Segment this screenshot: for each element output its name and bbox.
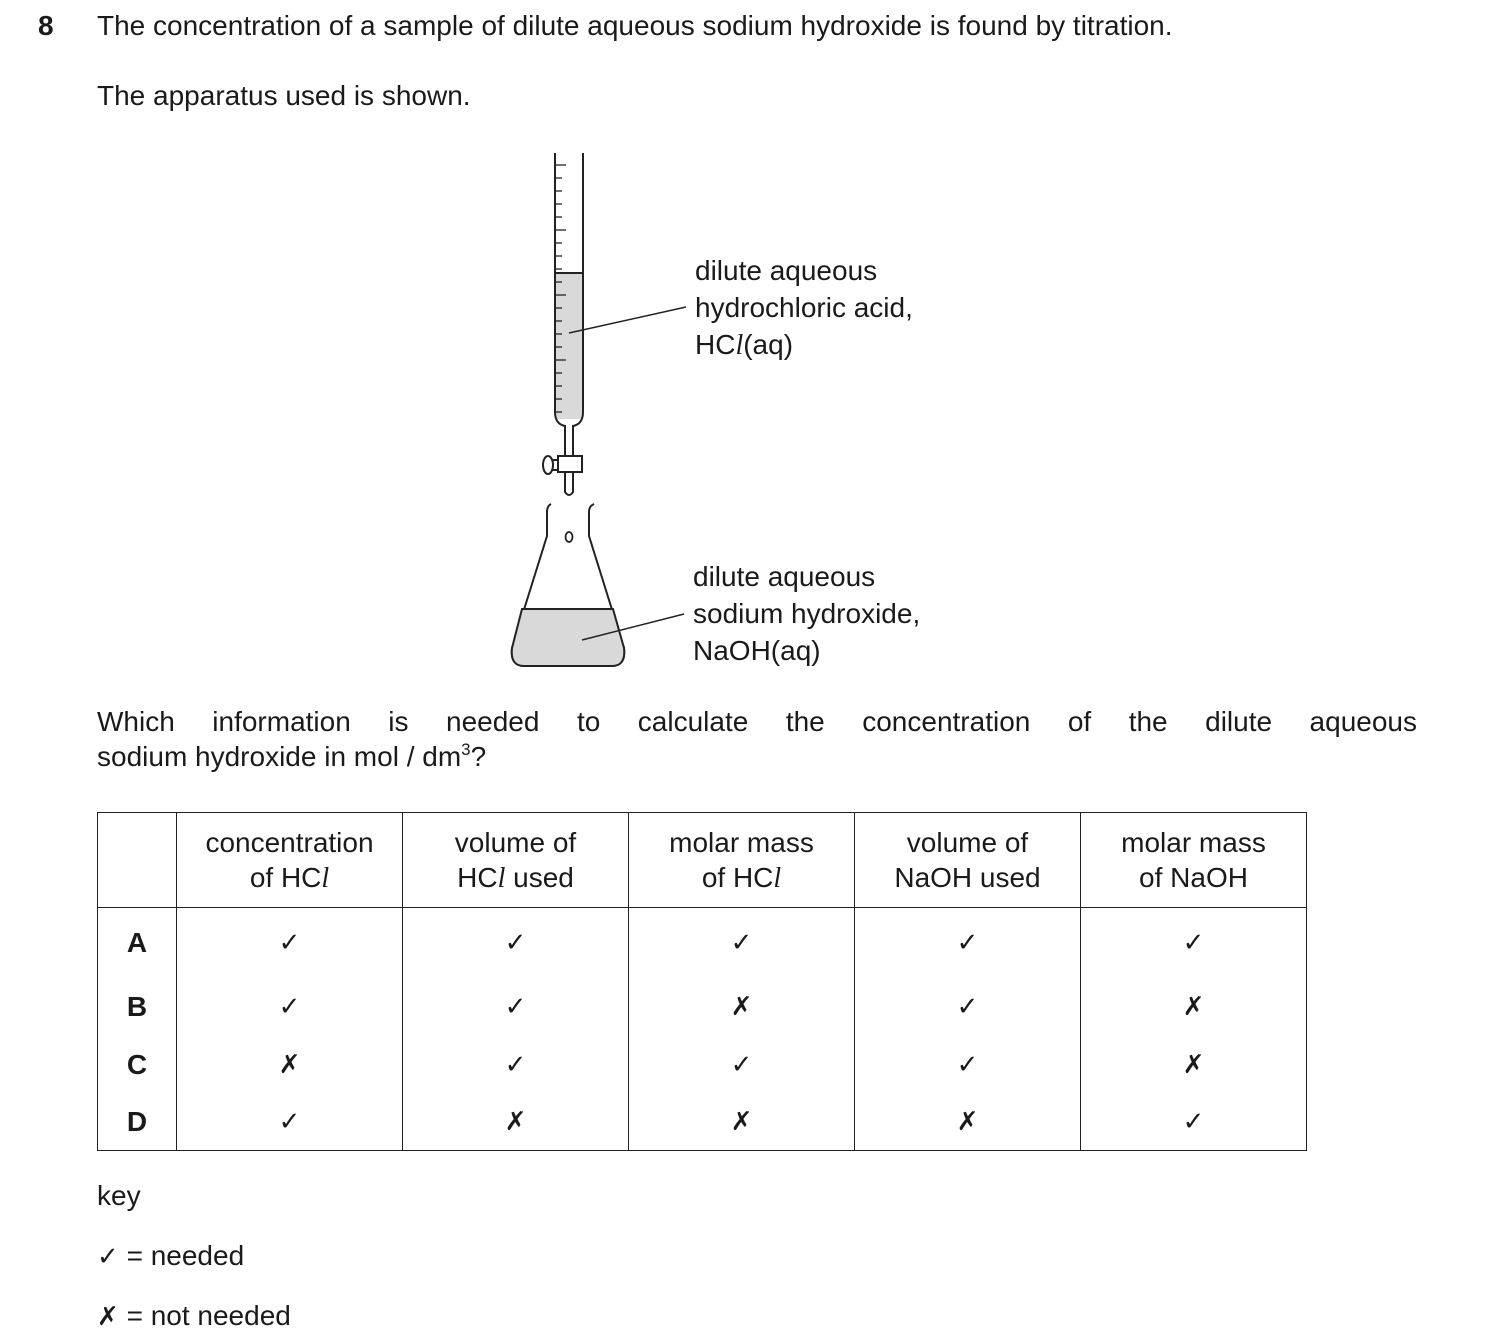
burette-label-line3: HCl(aq) [695,329,794,361]
mark-cell: ✗ [629,978,855,1036]
mark-cell: ✓ [855,1036,1081,1094]
options-table [97,812,1307,1151]
tick-icon: ✓ [97,1242,119,1272]
burette-label-line1: dilute aqueous [695,255,878,286]
question-prompt [97,704,1417,774]
option-row-b [98,978,1307,1036]
mark-cell: ✓ [1081,908,1307,979]
column-header: volume of HCl used [403,813,629,908]
column-header: concentration of HCl [177,813,403,908]
mark-cell: ✗ [855,1094,1081,1151]
apparatus-note: The apparatus used is shown. [97,80,471,111]
key-not-needed-text: = not needed [126,1300,291,1331]
mark-cell: ✓ [177,1094,403,1151]
key-not-needed-entry [97,1300,291,1332]
mark-cell: ✗ [1081,1036,1307,1094]
option-letter: B [98,978,177,1036]
option-letter: C [98,1036,177,1094]
flask-label-line2: sodium hydroxide, [693,598,921,629]
key-needed-entry [97,1240,244,1272]
mark-cell: ✓ [629,908,855,979]
option-row-d [98,1094,1307,1151]
table-corner-cell [98,813,177,908]
mark-cell: ✓ [403,908,629,979]
table-header-row [98,813,1307,908]
option-row-a [98,908,1307,979]
option-letter: A [98,908,177,979]
flask-label-line3: NaOH(aq) [693,635,821,666]
mark-cell: ✓ [403,978,629,1036]
mark-cell: ✗ [403,1094,629,1151]
burette-label [695,252,913,364]
question-number: 8 [38,10,54,41]
drop-icon [566,532,573,542]
burette-label-line2: hydrochloric acid, [695,292,913,323]
conical-flask [512,504,625,666]
key-title: key [97,1180,141,1211]
column-header: molar mass of NaOH [1081,813,1307,908]
mark-cell: ✓ [403,1036,629,1094]
flask-label [693,558,920,669]
question-prompt-line2: sodium hydroxide in mol / $dm^3$? [97,740,487,772]
mark-cell: ✓ [177,908,403,979]
flask-naoh-fill [512,609,625,666]
column-header: volume of NaOH used [855,813,1081,908]
column-header: molar mass of HCl [629,813,855,908]
key-needed-text: = needed [126,1240,245,1271]
question-prompt-line1: Which information is needed to calculate the concentration of the dilute aqueous [97,706,1417,737]
flask-label-line1: dilute aqueous [693,561,876,592]
mark-cell: ✗ [177,1036,403,1094]
mark-cell: ✓ [177,978,403,1036]
mark-cell: ✓ [855,978,1081,1036]
cross-icon: ✗ [97,1302,119,1332]
mark-cell: ✗ [629,1094,855,1151]
option-row-c [98,1036,1307,1094]
mark-cell: ✓ [629,1036,855,1094]
burette-leader-line [569,307,686,333]
mark-cell: ✗ [1081,978,1307,1036]
option-letter: D [98,1094,177,1151]
question-intro: The concentration of a sample of dilute aqueous sodium hydroxide is found by titration. [97,10,1173,41]
mark-cell: ✓ [1081,1094,1307,1151]
burette [543,153,583,495]
mark-cell: ✓ [855,908,1081,979]
burette-tap [558,456,582,472]
